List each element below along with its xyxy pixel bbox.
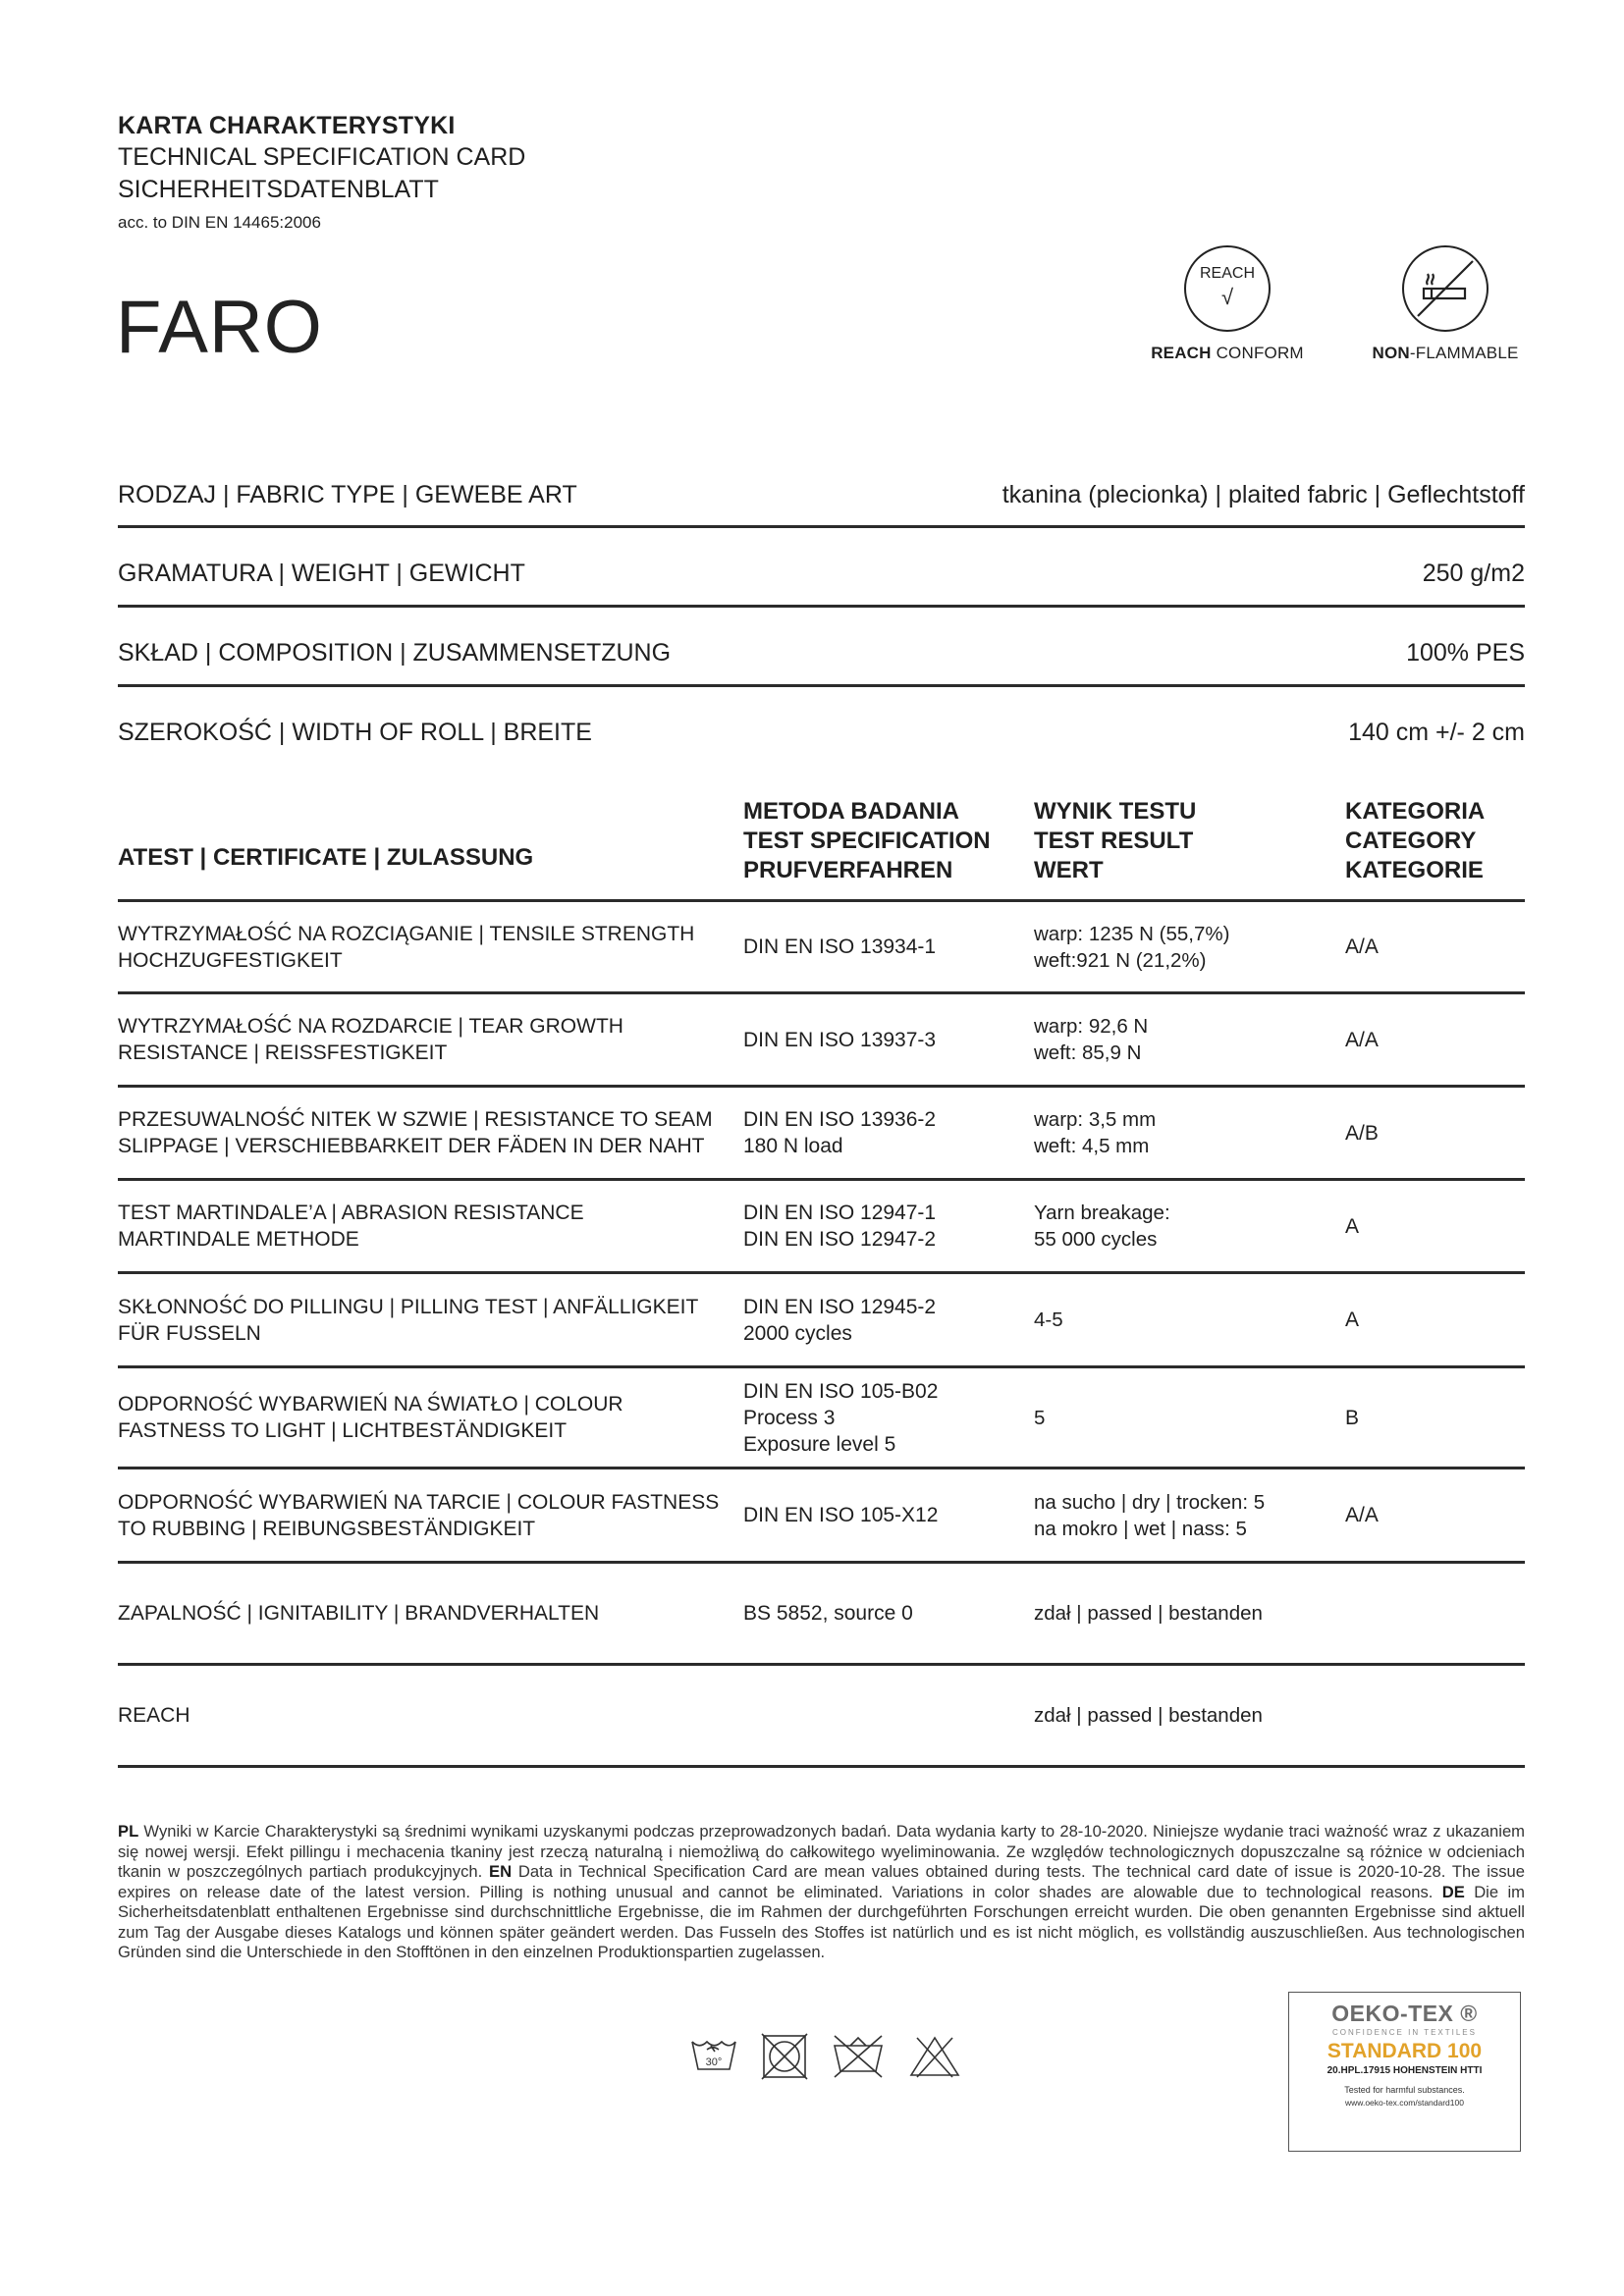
property-label: GRAMATURA | WEIGHT | GEWICHT [118,559,525,587]
disclaimer-notes [118,1822,1525,1963]
oeko-tex-standard: STANDARD 100 [1326,2040,1483,2062]
test-result: zdał | passed | bestanden [1034,1704,1263,1727]
wash-temperature: 30° [705,2056,723,2068]
test-category: A [1345,1214,1360,1238]
test-name: PRZESUWALNOŚĆ NITEK W SZWIE | RESISTANCE TO SEAM SLIPPAGE | VERSCHIEBBARKEIT DER FÄDEN IN DER NAHT [118,1108,713,1157]
title-pl: KARTA CHARAKTERYSTYKI [118,112,456,139]
note-tag-de: DE [1441,1882,1465,1901]
test-method: BS 5852, source 0 [743,1602,913,1625]
table-row [118,1181,1525,1274]
non-flammable-caption-rest: -FLAMMABLE [1409,344,1519,362]
property-row [118,687,1525,764]
reach-caption [1129,344,1326,363]
reach-check-icon [1184,245,1271,332]
non-flammable-caption [1347,344,1543,363]
table-row [118,1274,1525,1368]
table-row [118,1469,1525,1564]
property-row [118,608,1525,687]
oeko-tex-brand: OEKO-TEX ® [1331,2001,1478,2026]
test-name: WYTRZYMAŁOŚĆ NA ROZCIĄGANIE | TENSILE STRENGTH HOCHZUGFESTIGKEIT [118,922,695,972]
note-tag-pl: PL [118,1822,139,1841]
test-result: 4-5 [1034,1308,1063,1331]
reach-badge [1129,245,1326,363]
oeko-tex-label [1288,1992,1521,2152]
test-name: SKŁONNOŚĆ DO PILLINGU | PILLING TEST | ANFÄLLIGKEIT FÜR FUSSELN [118,1295,699,1345]
property-label: RODZAJ | FABRIC TYPE | GEWEBE ART [118,481,577,508]
non-flammable-badge [1347,245,1543,363]
no-fire-icon [1402,245,1489,332]
oeko-tex-cert: 20.HPL.17915 HOHENSTEIN HTTI [1326,2065,1483,2076]
table-row [118,902,1525,994]
title-de: SICHERHEITSDATENBLATT [118,176,439,203]
header-result: WYNIK TESTU TEST RESULT WERT [1034,798,1197,883]
table-row [118,1564,1525,1666]
test-result: warp: 92,6 N weft: 85,9 N [1034,1015,1149,1064]
property-value: 100% PES [1406,638,1525,667]
oeko-tex-tested: Tested for harmful substances. [1344,2085,1465,2095]
test-name: ODPORNOŚĆ WYBARWIEŃ NA ŚWIATŁO | COLOUR FASTNESS TO LIGHT | LICHTBESTÄNDIGKEIT [118,1393,623,1442]
reach-caption-bold: REACH [1151,344,1212,362]
no-iron-icon [907,2032,962,2081]
oeko-tex-url: www.oeko-tex.com/standard100 [1345,2098,1464,2108]
table-row [118,1088,1525,1181]
header-certificate: ATEST | CERTIFICATE | ZULASSUNG [118,844,534,871]
test-category: B [1345,1406,1360,1429]
note-pl: Wyniki w Karcie Charakterystyki są średnimi wynikami uzyskanymi podczas przeprowadzonych badań. Data wydania karty to 28-10-2020. Niniejsze wydanie traci ważność wraz z ukazaniem się nowej wersji. Efekt pillingu i mechacenia tkaniny jest rzeczą naturalną i niemożliwą do całkowitego wyeliminowania. Ze względów technologicznych dopuszczalne są różnice w odcieniach tkanin w poszczególnych partiach produkcyjnych. [118,1822,1525,1881]
check-mark: √ [1220,285,1234,309]
table-header [118,791,1525,902]
header-category: KATEGORIA CATEGORY KATEGORIE [1345,798,1486,883]
note-en: Data in Technical Specification Card are mean values obtained during tests. The technical card date of issue is 2020-10-28. The issue expires on release date of the latest version. Pilling is nothing unusual and cannot be eliminated. Variations in color shades are alowable due to technological reasons. [118,1862,1525,1901]
reach-icon-text: REACH [1199,265,1255,282]
product-name: FARO [116,286,323,369]
property-value: tkanina (plecionka) | plaited fabric | Geflechtstoff [1001,481,1525,508]
test-name: REACH [118,1704,190,1727]
test-category: A/A [1345,1504,1379,1526]
property-row [118,528,1525,608]
property-value: 250 g/m2 [1422,559,1525,587]
test-method: DIN EN ISO 12947-1 DIN EN ISO 12947-2 [743,1201,937,1251]
test-name: WYTRZYMAŁOŚĆ NA ROZDARCIE | TEAR GROWTH RESISTANCE | REISSFESTIGKEIT [118,1015,623,1064]
test-result: Yarn breakage: 55 000 cycles [1034,1201,1170,1251]
test-category: A/B [1345,1121,1379,1145]
document-header [118,110,525,238]
test-result: warp: 1235 N (55,7%) weft:921 N (21,2%) [1034,922,1230,972]
property-row [118,452,1525,528]
test-method: DIN EN ISO 13936-2 180 N load [743,1108,937,1157]
test-result: 5 [1034,1406,1046,1429]
table-row [118,994,1525,1088]
test-category: A/A [1345,935,1379,958]
table-row [118,1368,1525,1469]
test-category: A [1345,1308,1360,1331]
header-method: METODA BADANIA TEST SPECIFICATION PRUFVERFAHREN [743,798,991,883]
test-name: ZAPALNOŚĆ | IGNITABILITY | BRANDVERHALTEN [118,1602,600,1625]
property-value: 140 cm +/- 2 cm [1348,718,1525,746]
property-label: SKŁAD | COMPOSITION | ZUSAMMENSETZUNG [118,638,672,667]
properties-list [118,452,1525,764]
norm-reference: acc. to DIN EN 14465:2006 [118,213,321,232]
test-method: DIN EN ISO 13937-3 [743,1028,937,1051]
test-method: DIN EN ISO 105-X12 [743,1504,939,1526]
care-symbols [689,2032,962,2081]
test-results-table [118,791,1525,1768]
test-method: DIN EN ISO 13934-1 [743,935,937,958]
property-label: SZEROKOŚĆ | WIDTH OF ROLL | BREITE [118,718,592,746]
test-method: DIN EN ISO 105-B02 Process 3 Exposure level 5 [743,1379,939,1456]
table-row [118,1666,1525,1768]
note-tag-en: EN [489,1862,513,1881]
test-result: warp: 3,5 mm weft: 4,5 mm [1034,1108,1157,1157]
test-category: A/A [1345,1028,1379,1051]
non-flammable-caption-bold: NON [1372,344,1410,362]
reach-caption-rest: CONFORM [1211,344,1304,362]
title-en: TECHNICAL SPECIFICATION CARD [118,143,526,171]
no-bleach-icon [831,2032,886,2081]
test-name: TEST MARTINDALE’A | ABRASION RESISTANCE MARTINDALE METHODE [118,1201,584,1251]
wash-30-icon [689,2032,738,2075]
test-name: ODPORNOŚĆ WYBARWIEŃ NA TARCIE | COLOUR FASTNESS TO RUBBING | REIBUNGSBESTÄNDIGKEIT [118,1490,720,1540]
test-method: DIN EN ISO 12945-2 2000 cycles [743,1295,937,1345]
test-result: na sucho | dry | trocken: 5 na mokro | wet | nass: 5 [1034,1490,1266,1540]
note-de: Die im Sicherheitsdatenblatt enthaltenen Ergebnisse sind durchschnittliche Ergebnisse, die im Rahmen der durchgeführten Forschungen erreicht wurden. Die oben genannten Ergebnisse sind aktuell zum Tag der Ausgabe dieses Katalogs und können später geändert werden. Das Fusseln des Stoffes ist natürlich und es ist nicht möglich, es vollständig auszuschließen. Aus technologischen Gründen sind die Unterschiede in den Stofftönen in den einzelnen Produktionspartien zugelassen. [118,1882,1525,1961]
no-tumble-dry-icon [760,2032,809,2081]
test-result: zdał | passed | bestanden [1034,1602,1263,1625]
oeko-tex-tagline: CONFIDENCE IN TEXTILES [1332,2028,1477,2037]
